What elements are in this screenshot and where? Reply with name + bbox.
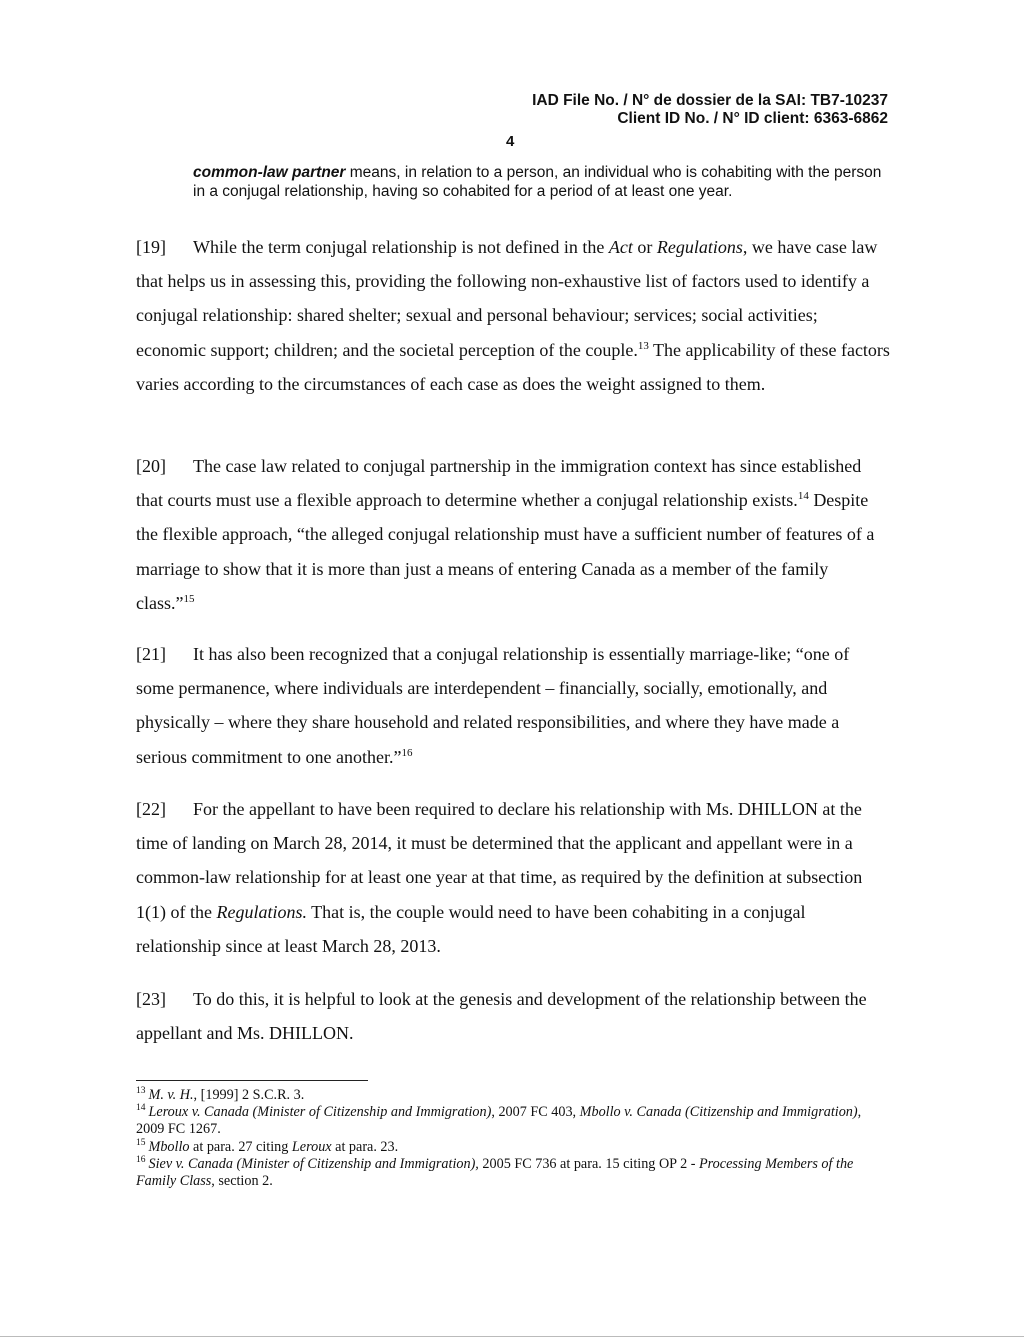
footnote-number: 14 bbox=[136, 1103, 146, 1114]
paragraph-text: It has also been recognized that a conjugal relationship is essentially marriage-like; “one of some permanence, where individuals are interdependent – financially, socially, emotionally, and physically – where they share household and related responsibilities, and where they have made a serious commitment to one another.” bbox=[136, 644, 850, 767]
paragraph-number: [21] bbox=[136, 644, 166, 664]
paragraph-number: [19] bbox=[136, 237, 166, 257]
paragraph-italic: Regulations bbox=[656, 237, 743, 257]
paragraph-text: To do this, it is helpful to look at the genesis and development of the relationship between the appellant and Ms. DHILLON. bbox=[136, 989, 867, 1044]
page-bottom-line bbox=[0, 1336, 1024, 1337]
footnote-italic: M. v. H. bbox=[148, 1087, 194, 1103]
footnote-italic: Mbollo bbox=[148, 1138, 190, 1155]
paragraph-number: [22] bbox=[136, 799, 166, 819]
footnote-ref-16: 16 bbox=[401, 746, 413, 759]
footnote-number: 13 bbox=[136, 1086, 146, 1097]
paragraph-23 bbox=[136, 982, 890, 1050]
footnote-text: at para. 23. bbox=[331, 1138, 399, 1155]
definition-text: means, in relation to a person, an individual who is cohabiting with the person in a conjugal relationship, having so cohabited for a period of at least one year. bbox=[193, 164, 882, 200]
iad-file-number: IAD File No. / N° de dossier de la SAI: TB7-10237 bbox=[532, 92, 888, 109]
footnote-italic: Leroux bbox=[291, 1138, 332, 1155]
footnote-italic: Processing Members of the Family Class bbox=[136, 1155, 854, 1190]
paragraph-number: [23] bbox=[136, 989, 166, 1009]
footnote-italic: Leroux v. Canada (Minister of Citizenship and Immigration) bbox=[148, 1104, 492, 1121]
common-law-partner-definition bbox=[193, 163, 893, 201]
paragraph-text: That is, the couple would need to have been cohabiting in a conjugal relationship since at least March 28, 2013. bbox=[136, 901, 806, 956]
paragraph-19 bbox=[136, 230, 890, 401]
footnote-italic: Mbollo v. Canada (Citizenship and Immigration) bbox=[579, 1104, 858, 1121]
paragraph-number: [20] bbox=[136, 456, 166, 476]
footnote-text: , 2009 FC 1267. bbox=[136, 1104, 862, 1138]
footnote-text: , [1999] 2 S.C.R. 3. bbox=[193, 1087, 305, 1103]
file-number-header bbox=[532, 92, 888, 128]
footnote-ref-13: 13 bbox=[637, 339, 649, 352]
footnote-ref-14: 14 bbox=[797, 490, 809, 503]
footnote-italic: Siev v. Canada (Minister of Citizenship and Immigration), bbox=[148, 1155, 479, 1172]
paragraph-italic: Regulations. bbox=[216, 901, 307, 922]
footnote-13 bbox=[136, 1087, 890, 1104]
paragraph-text: For the appellant to have been required to declare his relationship with Ms. DHILLON at the time of landing on March 28, 2014, it must be determined that the applicant and appellant were in a common-law relationship for at least one year at that time, as required by the definition at subsection 1(1) of the bbox=[136, 799, 863, 922]
client-id-number: Client ID No. / N° ID client: 6363-6862 bbox=[617, 110, 888, 127]
footnote-text: , 2007 FC 403, bbox=[491, 1104, 580, 1121]
footnote-16 bbox=[136, 1156, 890, 1190]
footnote-number: 16 bbox=[136, 1155, 146, 1166]
page-number: 4 bbox=[506, 133, 515, 150]
paragraph-text: Despite the flexible approach, “the alleged conjugal relationship must have a sufficient number of features of a marriage to show that it is more than just a means of entering Canada as a member of the family class.” bbox=[136, 490, 875, 613]
paragraph-text: While the term conjugal relationship is not defined in the bbox=[193, 237, 609, 257]
paragraph-italic: Act bbox=[608, 237, 633, 257]
paragraph-21 bbox=[136, 637, 890, 774]
footnote-text: , section 2. bbox=[211, 1173, 273, 1190]
footnotes bbox=[136, 1087, 890, 1190]
footnote-ref-15: 15 bbox=[183, 592, 195, 605]
paragraph-20 bbox=[136, 449, 890, 620]
paragraph-text: The case law related to conjugal partnership in the immigration context has since established that courts must use a flexible approach to determine whether a conjugal relationship exists. bbox=[136, 456, 862, 511]
footnote-text: 2005 FC 736 at para. 15 citing OP 2 - bbox=[478, 1155, 700, 1172]
definition-term: common-law partner bbox=[193, 164, 346, 181]
paragraph-text: , we have case law that helps us in assessing this, providing the following non-exhaustive list of factors used to identify a conjugal relationship: shared shelter; sexual and personal behaviour; services; social activities; economic support; children; and the societal perception of the couple. bbox=[136, 237, 878, 360]
paragraph-text: or bbox=[632, 237, 657, 257]
footnote-divider bbox=[136, 1080, 368, 1081]
footnote-15 bbox=[136, 1139, 890, 1156]
footnote-14 bbox=[136, 1104, 890, 1138]
footnote-number: 15 bbox=[136, 1137, 146, 1148]
paragraph-text: The applicability of these factors varies according to the circumstances of each case as does the weight assigned to them. bbox=[136, 339, 890, 394]
footnote-text: at para. 27 citing bbox=[189, 1138, 292, 1155]
paragraph-22 bbox=[136, 792, 890, 963]
